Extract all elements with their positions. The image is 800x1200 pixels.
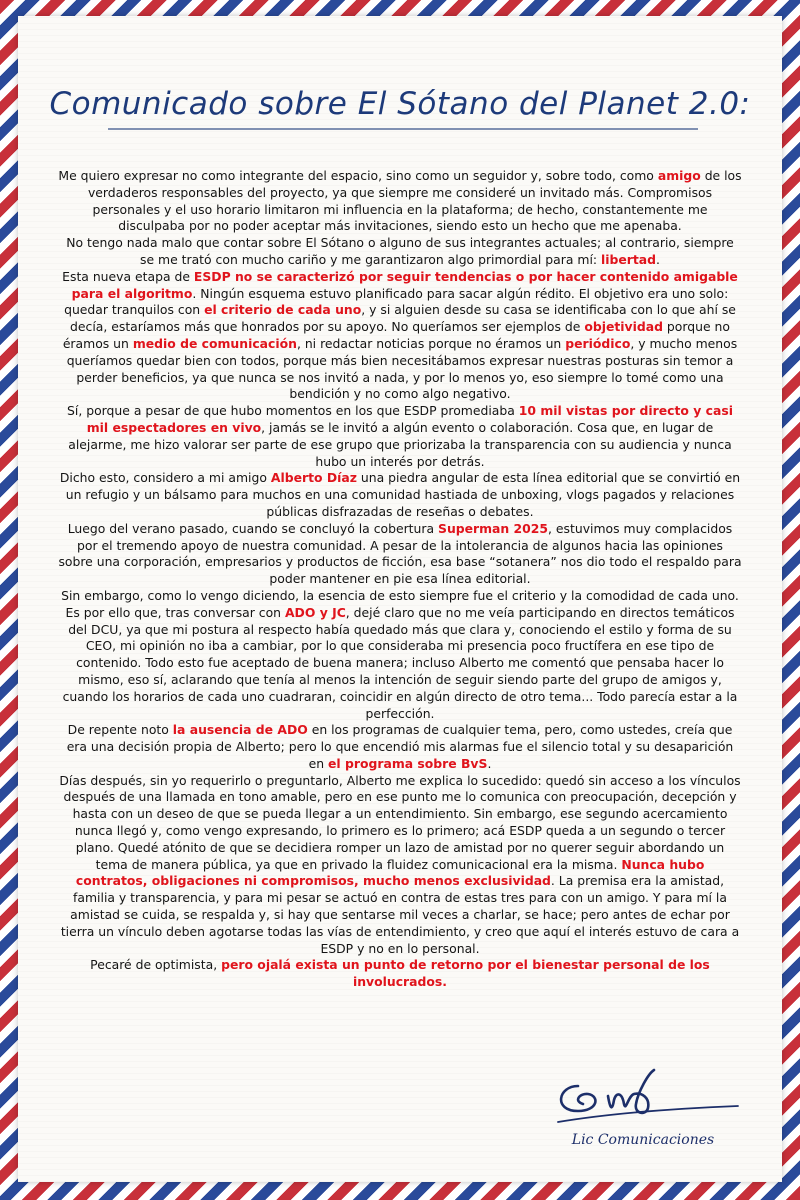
highlighted-text: periódico [565, 335, 631, 351]
paragraph-text: Esta nueva etapa de [62, 268, 194, 284]
paragraph-text: , ni redactar noticias porque no éramos un [296, 335, 566, 351]
highlighted-text: Superman 2025 [438, 520, 549, 536]
paragraph-text: Días después, sin yo requerirlo o preguntarlo, Alberto me explica lo sucedido: quedó sin acceso a los vínculos después de una llamada en tono amable, pero en ese punto me lo comunica con preocupación, decepción y hasta con un deseo de que se pueda llegar a un entendimiento. Sin embargo, ese segundo acercamiento nunca llegó y, como vengo expresando, lo primero es lo primero; acá ESDP queda a un segundo o tercer plano. Quedé atónito de que se decidiera romper un lazo de amistad por no querer seguir abordando un tema de manera pública, ya que en privado la fluidez comunicacional era la misma. [59, 772, 741, 872]
highlighted-text: ADO y JC [284, 604, 346, 620]
letter-body [58, 168, 742, 991]
paragraph-text: , dejé claro que no me veía participando en directos temáticos del DCU, ya que mi postura al respecto había quedado más que clara y, conociendo el estilo y forma de su CEO, mi opinión no iba a cambiar, por lo que consideraba mi presencia poco fructífera en ese tipo de contenido. Todo esto fue aceptado de buena manera; incluso Alberto me comentó que pensaba hacer lo mismo, eso sí, aclarando que tenía al menos la intención de seguir siendo parte del grupo de amigos y, cuando los horarios de cada uno cuadraran, coincidir en algún directo de otro tema... Todo parecía estar a la perfección. [62, 604, 738, 721]
paragraph-text: No tengo nada malo que contar sobre El Sótano o alguno de sus integrantes actuales; al contrario, siempre se me trató con mucho cariño y me garantizaron algo primordial para mí: [66, 235, 734, 267]
paragraph-text: , y si alguien desde su casa se identificaba con lo que ahí se decía, estaríamos más que honrados por su apoyo. No queríamos ser ejemplos de [70, 302, 736, 335]
paragraph [58, 722, 742, 772]
paragraph-text: Sí, porque a pesar de que hubo momentos en los que ESDP promediaba [67, 403, 519, 419]
paragraph [58, 470, 742, 520]
paragraph [58, 521, 742, 588]
paragraph [58, 957, 742, 991]
paragraph-text: una piedra angular de esta línea editorial que se convirtió en un refugio y un bálsamo para muchos en una comunidad hastiada de unboxing, vlogs pagados y relaciones públicas disfrazadas de reseñas o debates. [65, 470, 741, 519]
paragraph-text: Me quiero expresar no como integrante del espacio, sino como un seguidor y, sobre todo, como [58, 168, 658, 183]
paragraph [58, 168, 742, 235]
paragraph-text: Sin embargo, como lo vengo diciendo, la esencia de esto siempre fue el criterio y la comodidad de cada uno. Es por ello que, tras conversar con [61, 587, 739, 620]
paragraph-text: , estuvimos muy complacidos por el tremendo apoyo de nuestra comunidad. A pesar de la intolerancia de algunos hacia las opiniones sobre una corporación, empresarios y productos de ficción, esa base “sotanera” nos dio todo el respaldo para poder mantener en pie esa línea editorial. [58, 520, 742, 587]
highlighted-text: Alberto Díaz [270, 470, 357, 486]
highlighted-text: amigo [657, 168, 701, 183]
paragraph [58, 773, 742, 958]
highlighted-text: Nunca hubo contratos, obligaciones ni compromisos, mucho menos exclusividad [75, 856, 705, 889]
highlighted-text: ESDP no se caracterizó por seguir tendencias o por hacer contenido amigable para el algoritmo [71, 268, 738, 301]
paragraph-text: . [656, 251, 660, 267]
highlighted-text: el criterio de cada uno [204, 302, 362, 318]
signature-caption: Lic Comunicaciones [571, 1132, 715, 1148]
paragraph [58, 235, 742, 269]
highlighted-text: 10 mil vistas por directo y casi mil espectadores en vivo [86, 403, 733, 435]
highlighted-text: libertad [601, 251, 657, 267]
highlighted-text: pero ojalá exista un punto de retorno por el bienestar personal de los involucrados. [221, 957, 710, 990]
highlighted-text: el programa sobre BvS [328, 755, 488, 771]
page-title: Comunicado sobre El Sótano del Planet 2.0: [49, 86, 751, 122]
paragraph-text: porque no éramos un [62, 319, 730, 351]
letter-paper [18, 16, 782, 1182]
paragraph-text: . Ningún esquema estuvo planificado para sacar algún rédito. El objetivo era uno solo: quedar tranquilos con [64, 285, 729, 318]
paragraph-text: Pecaré de optimista, [90, 957, 222, 973]
signature-scribble [538, 1056, 748, 1136]
title-underline [108, 128, 698, 130]
paragraph-text: , y mucho menos queríamos quedar bien con todos, porque más bien necesitábamos expresar nuestras posturas sin temor a perder beneficios, ya que nunca se nos invitó a nada, y por lo menos yo, eso siempre lo tomé como una bendición y no como algo negativo. [66, 335, 738, 402]
paragraph-text: De repente noto [67, 722, 173, 738]
highlighted-text: objetividad [584, 319, 663, 335]
paragraph [58, 269, 742, 403]
paragraph-text: , jamás se le invitó a algún evento o colaboración. Cosa que, en lugar de alejarme, me hizo valorar ser parte de ese grupo que priorizaba la transparencia con su audiencia y nunca hubo un interés por detrás. [68, 419, 732, 469]
highlighted-text: la ausencia de ADO [172, 722, 308, 738]
paragraph [58, 403, 742, 470]
highlighted-text: medio de comunicación [132, 335, 297, 351]
paragraph-text: Dicho esto, considero a mi amigo [59, 470, 271, 486]
paragraph-text: de los verdaderos responsables del proyecto, ya que siempre me consideré un invitado más. Compromisos personales y el uso horario limitaron mi influencia en la plataforma; de hecho, constantemente me disculpaba por no poder aceptar más invitaciones, siendo esto un hecho que me apenaba. [87, 168, 742, 234]
paragraph-text: . [487, 755, 492, 771]
paragraph [58, 588, 742, 722]
paragraph-text: en los programas de cualquier tema, pero, como ustedes, creía que era una decisión propia de Alberto; pero lo que encendió mis alarmas fue el silencio total y su desaparición en [66, 722, 734, 771]
paragraph-text: Luego del verano pasado, cuando se concluyó la cobertura [67, 520, 439, 536]
paragraph-text: . La premisa era la amistad, familia y transparencia, y para mi pesar se actuó en contra de estas tres para con un amigo. Y para mí la amistad se cuida, se respalda y, si hay que sentarse mil veces a charlar, se hace; pero antes de echar por tierra un vínculo deben agotarse todas las vías de entendimiento, y creo que aquí el interés estuvo de cara a ESDP y no en lo personal. [60, 873, 740, 956]
